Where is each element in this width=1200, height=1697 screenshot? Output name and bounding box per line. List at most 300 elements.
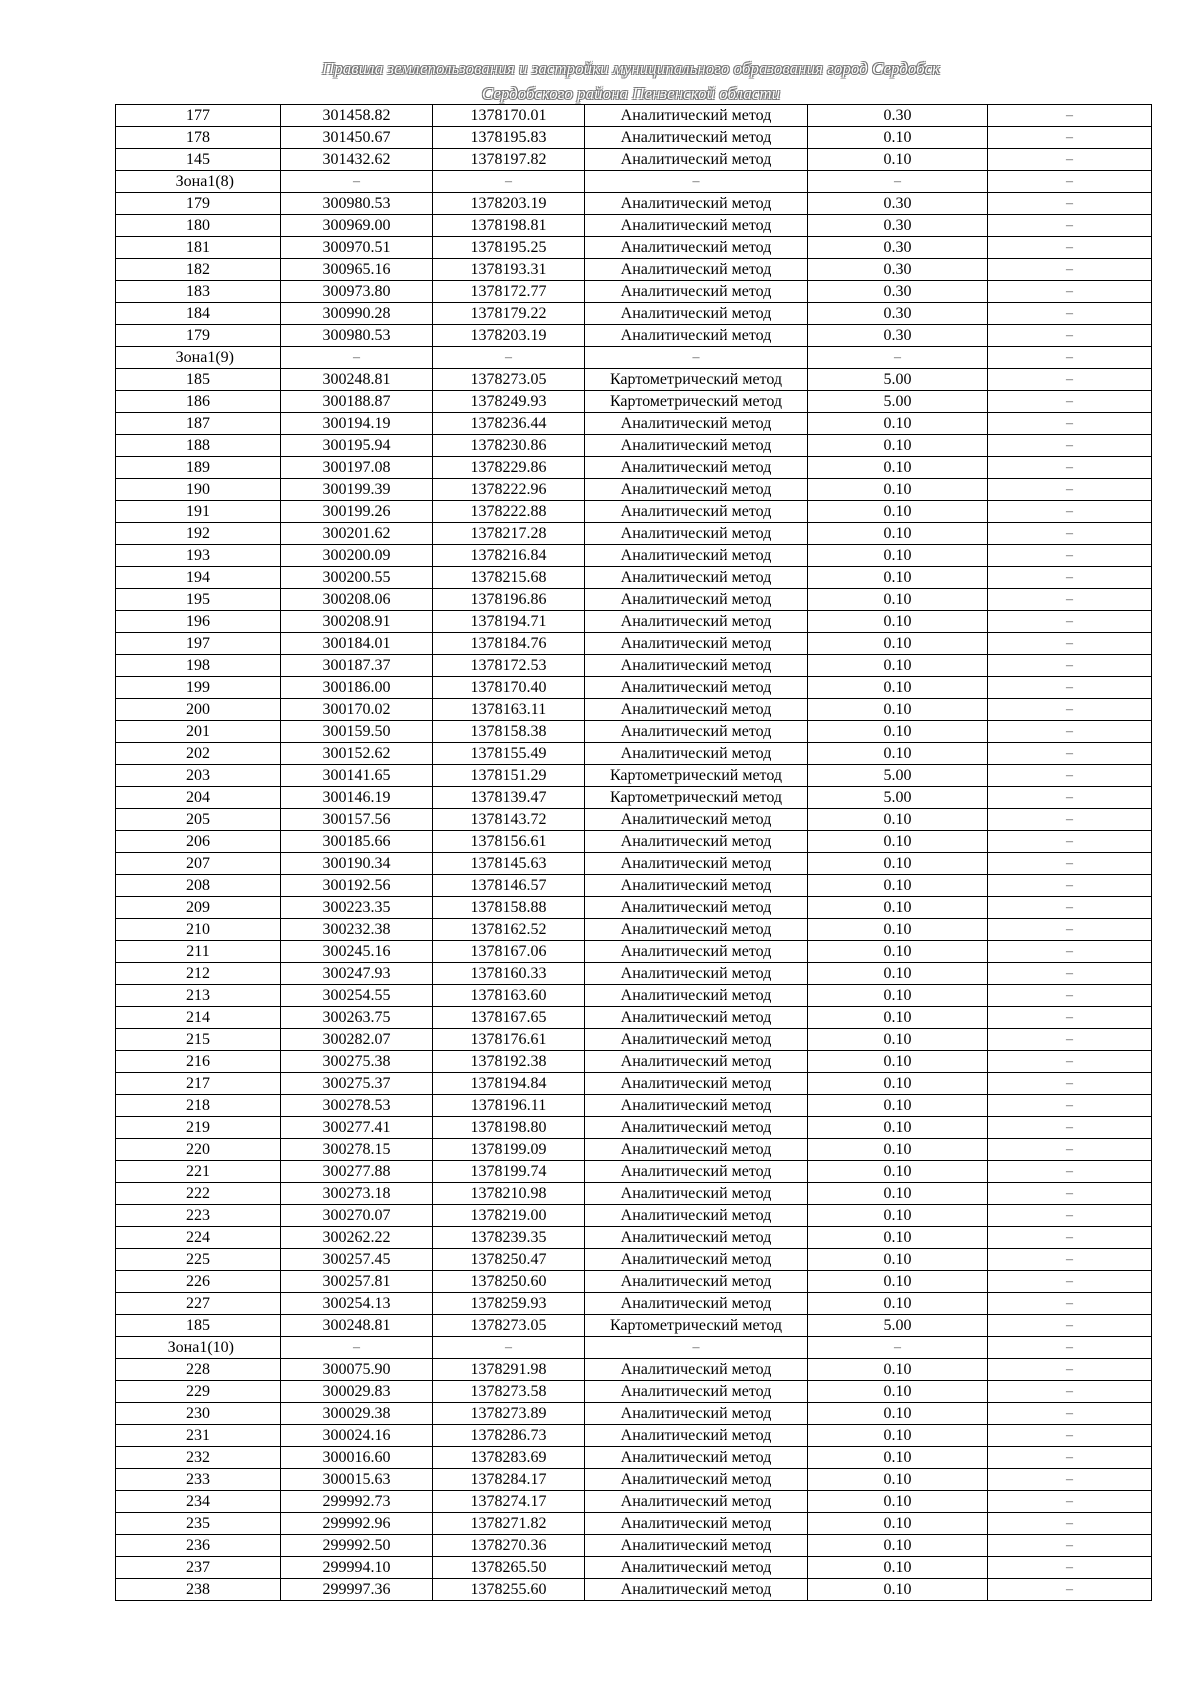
- description-cell: –: [988, 501, 1152, 523]
- table-row: [116, 479, 1152, 501]
- method-cell: Аналитический метод: [585, 919, 808, 941]
- x-coordinate-cell: 300208.91: [281, 611, 433, 633]
- point-number-cell: 234: [116, 1491, 281, 1513]
- y-coordinate-cell: 1378199.74: [433, 1161, 585, 1183]
- table-row: [116, 1579, 1152, 1601]
- accuracy-cell: 5.00: [808, 765, 988, 787]
- x-coordinate-cell: 300184.01: [281, 633, 433, 655]
- x-coordinate-cell: 300194.19: [281, 413, 433, 435]
- method-cell: Аналитический метод: [585, 1447, 808, 1469]
- accuracy-cell: 0.10: [808, 1139, 988, 1161]
- y-coordinate-cell: 1378284.17: [433, 1469, 585, 1491]
- accuracy-cell: 5.00: [808, 1315, 988, 1337]
- x-coordinate-cell: 300029.38: [281, 1403, 433, 1425]
- accuracy-cell: 0.10: [808, 809, 988, 831]
- zone-header-row: [116, 1337, 1152, 1359]
- header-line-2: Сердобского района Пензенской области: [481, 84, 781, 103]
- method-cell: Аналитический метод: [585, 1095, 808, 1117]
- accuracy-cell: 0.10: [808, 457, 988, 479]
- table-row: [116, 853, 1152, 875]
- point-number-cell: 217: [116, 1073, 281, 1095]
- y-coordinate-cell: 1378273.05: [433, 1315, 585, 1337]
- y-coordinate-cell: 1378158.88: [433, 897, 585, 919]
- point-number-cell: 180: [116, 215, 281, 237]
- y-coordinate-cell: 1378196.86: [433, 589, 585, 611]
- x-coordinate-cell: 300157.56: [281, 809, 433, 831]
- x-coordinate-cell: 300185.66: [281, 831, 433, 853]
- description-cell: –: [988, 1513, 1152, 1535]
- method-cell: Аналитический метод: [585, 1029, 808, 1051]
- accuracy-cell: 0.10: [808, 897, 988, 919]
- method-cell: Картометрический метод: [585, 787, 808, 809]
- y-coordinate-cell: 1378179.22: [433, 303, 585, 325]
- y-coordinate-cell: 1378210.98: [433, 1183, 585, 1205]
- accuracy-cell: 0.10: [808, 677, 988, 699]
- method-cell: Аналитический метод: [585, 237, 808, 259]
- method-cell: Аналитический метод: [585, 1359, 808, 1381]
- description-cell: –: [988, 831, 1152, 853]
- accuracy-cell: 0.10: [808, 1425, 988, 1447]
- accuracy-cell: 0.10: [808, 1381, 988, 1403]
- accuracy-cell: 0.10: [808, 1227, 988, 1249]
- table-row: [116, 1447, 1152, 1469]
- x-coordinate-cell: 300278.15: [281, 1139, 433, 1161]
- description-cell: –: [988, 105, 1152, 127]
- y-coordinate-cell: 1378139.47: [433, 787, 585, 809]
- table-row: [116, 1117, 1152, 1139]
- description-cell: –: [988, 545, 1152, 567]
- description-cell: –: [988, 1381, 1152, 1403]
- table-row: [116, 677, 1152, 699]
- accuracy-cell: 0.10: [808, 919, 988, 941]
- point-number-cell: 219: [116, 1117, 281, 1139]
- description-cell: –: [988, 1469, 1152, 1491]
- x-coordinate-cell: 300223.35: [281, 897, 433, 919]
- method-cell: Аналитический метод: [585, 1381, 808, 1403]
- description-cell: –: [988, 1161, 1152, 1183]
- method-cell: Аналитический метод: [585, 545, 808, 567]
- point-number-cell: 195: [116, 589, 281, 611]
- coordinates-table-body: [116, 105, 1152, 1601]
- table-row: [116, 193, 1152, 215]
- x-coordinate-cell: 300257.45: [281, 1249, 433, 1271]
- y-coordinate-cell: 1378193.31: [433, 259, 585, 281]
- description-cell: –: [988, 1073, 1152, 1095]
- table-row: [116, 1095, 1152, 1117]
- accuracy-cell: 0.10: [808, 853, 988, 875]
- point-number-cell: 191: [116, 501, 281, 523]
- description-cell: –: [988, 765, 1152, 787]
- table-row: [116, 963, 1152, 985]
- table-row: [116, 1293, 1152, 1315]
- accuracy-cell: 0.30: [808, 325, 988, 347]
- x-coordinate-cell: 299992.96: [281, 1513, 433, 1535]
- point-number-cell: 236: [116, 1535, 281, 1557]
- x-coordinate-cell: 300282.07: [281, 1029, 433, 1051]
- method-cell: Аналитический метод: [585, 897, 808, 919]
- table-row: [116, 149, 1152, 171]
- method-cell: Аналитический метод: [585, 809, 808, 831]
- method-cell: Аналитический метод: [585, 1117, 808, 1139]
- table-row: [116, 1161, 1152, 1183]
- accuracy-cell: 0.10: [808, 1249, 988, 1271]
- description-cell: –: [988, 1271, 1152, 1293]
- accuracy-cell: 0.10: [808, 985, 988, 1007]
- point-number-cell: 238: [116, 1579, 281, 1601]
- x-coordinate-cell: 300970.51: [281, 237, 433, 259]
- point-number-cell: 222: [116, 1183, 281, 1205]
- y-coordinate-cell: 1378198.80: [433, 1117, 585, 1139]
- point-number-cell: 179: [116, 193, 281, 215]
- description-cell: –: [988, 1557, 1152, 1579]
- method-cell: Аналитический метод: [585, 1051, 808, 1073]
- accuracy-cell: –: [808, 347, 988, 369]
- point-number-cell: 204: [116, 787, 281, 809]
- y-coordinate-cell: 1378283.69: [433, 1447, 585, 1469]
- table-row: [116, 1227, 1152, 1249]
- point-number-cell: 207: [116, 853, 281, 875]
- accuracy-cell: –: [808, 1337, 988, 1359]
- point-number-cell: 209: [116, 897, 281, 919]
- table-row: [116, 501, 1152, 523]
- accuracy-cell: 0.10: [808, 413, 988, 435]
- method-cell: Аналитический метод: [585, 721, 808, 743]
- description-cell: –: [988, 1227, 1152, 1249]
- x-coordinate-cell: 300245.16: [281, 941, 433, 963]
- point-number-cell: 185: [116, 369, 281, 391]
- point-number-cell: 186: [116, 391, 281, 413]
- accuracy-cell: 0.10: [808, 655, 988, 677]
- y-coordinate-cell: 1378196.11: [433, 1095, 585, 1117]
- x-coordinate-cell: 300248.81: [281, 369, 433, 391]
- table-row: [116, 1073, 1152, 1095]
- point-number-cell: 189: [116, 457, 281, 479]
- y-coordinate-cell: 1378170.01: [433, 105, 585, 127]
- method-cell: Аналитический метод: [585, 589, 808, 611]
- method-cell: Аналитический метод: [585, 1073, 808, 1095]
- x-coordinate-cell: 300190.34: [281, 853, 433, 875]
- description-cell: –: [988, 1293, 1152, 1315]
- method-cell: Аналитический метод: [585, 1007, 808, 1029]
- x-coordinate-cell: 299997.36: [281, 1579, 433, 1601]
- y-coordinate-cell: 1378170.40: [433, 677, 585, 699]
- y-coordinate-cell: 1378273.89: [433, 1403, 585, 1425]
- y-coordinate-cell: 1378255.60: [433, 1579, 585, 1601]
- y-coordinate-cell: 1378146.57: [433, 875, 585, 897]
- description-cell: –: [988, 1535, 1152, 1557]
- description-cell: –: [988, 1315, 1152, 1337]
- y-coordinate-cell: 1378259.93: [433, 1293, 585, 1315]
- description-cell: –: [988, 875, 1152, 897]
- accuracy-cell: 0.10: [808, 1117, 988, 1139]
- y-coordinate-cell: 1378145.63: [433, 853, 585, 875]
- table-row: [116, 127, 1152, 149]
- y-coordinate-cell: 1378156.61: [433, 831, 585, 853]
- y-coordinate-cell: 1378155.49: [433, 743, 585, 765]
- point-number-cell: 145: [116, 149, 281, 171]
- x-coordinate-cell: –: [281, 347, 433, 369]
- table-row: [116, 1491, 1152, 1513]
- description-cell: –: [988, 1337, 1152, 1359]
- point-number-cell: 203: [116, 765, 281, 787]
- table-row: [116, 985, 1152, 1007]
- x-coordinate-cell: 300247.93: [281, 963, 433, 985]
- description-cell: –: [988, 127, 1152, 149]
- accuracy-cell: 0.10: [808, 1271, 988, 1293]
- table-row: [116, 435, 1152, 457]
- accuracy-cell: 0.10: [808, 633, 988, 655]
- table-row: [116, 105, 1152, 127]
- description-cell: –: [988, 457, 1152, 479]
- method-cell: Аналитический метод: [585, 985, 808, 1007]
- point-number-cell: 227: [116, 1293, 281, 1315]
- y-coordinate-cell: 1378163.11: [433, 699, 585, 721]
- accuracy-cell: 0.10: [808, 589, 988, 611]
- table-row: [116, 941, 1152, 963]
- description-cell: –: [988, 369, 1152, 391]
- y-coordinate-cell: 1378197.82: [433, 149, 585, 171]
- table-row: [116, 1007, 1152, 1029]
- method-cell: Аналитический метод: [585, 479, 808, 501]
- y-coordinate-cell: 1378236.44: [433, 413, 585, 435]
- table-row: [116, 875, 1152, 897]
- x-coordinate-cell: 300277.41: [281, 1117, 433, 1139]
- header-line-1: Правила землепользования и застройки муниципального образования город Сердобск: [321, 59, 940, 78]
- accuracy-cell: 0.10: [808, 501, 988, 523]
- description-cell: –: [988, 721, 1152, 743]
- y-coordinate-cell: 1378250.47: [433, 1249, 585, 1271]
- x-coordinate-cell: 299992.73: [281, 1491, 433, 1513]
- x-coordinate-cell: 299992.50: [281, 1535, 433, 1557]
- x-coordinate-cell: 300186.00: [281, 677, 433, 699]
- description-cell: –: [988, 325, 1152, 347]
- description-cell: –: [988, 215, 1152, 237]
- table-row: [116, 743, 1152, 765]
- point-number-cell: 192: [116, 523, 281, 545]
- x-coordinate-cell: 300188.87: [281, 391, 433, 413]
- table-row: [116, 259, 1152, 281]
- x-coordinate-cell: 300199.26: [281, 501, 433, 523]
- description-cell: –: [988, 1249, 1152, 1271]
- table-row: [116, 897, 1152, 919]
- y-coordinate-cell: 1378222.96: [433, 479, 585, 501]
- y-coordinate-cell: 1378199.09: [433, 1139, 585, 1161]
- method-cell: Аналитический метод: [585, 127, 808, 149]
- point-number-cell: 232: [116, 1447, 281, 1469]
- accuracy-cell: 0.30: [808, 259, 988, 281]
- point-number-cell: 213: [116, 985, 281, 1007]
- table-row: [116, 303, 1152, 325]
- point-number-cell: 205: [116, 809, 281, 831]
- point-number-cell: Зона1(10): [116, 1337, 281, 1359]
- x-coordinate-cell: 300199.39: [281, 479, 433, 501]
- point-number-cell: Зона1(8): [116, 171, 281, 193]
- point-number-cell: 210: [116, 919, 281, 941]
- method-cell: Аналитический метод: [585, 1227, 808, 1249]
- y-coordinate-cell: 1378195.25: [433, 237, 585, 259]
- x-coordinate-cell: 300990.28: [281, 303, 433, 325]
- method-cell: Аналитический метод: [585, 149, 808, 171]
- accuracy-cell: 0.10: [808, 963, 988, 985]
- method-cell: Картометрический метод: [585, 765, 808, 787]
- point-number-cell: 206: [116, 831, 281, 853]
- description-cell: –: [988, 853, 1152, 875]
- description-cell: –: [988, 1029, 1152, 1051]
- point-number-cell: 187: [116, 413, 281, 435]
- description-cell: –: [988, 1051, 1152, 1073]
- accuracy-cell: 0.10: [808, 1293, 988, 1315]
- point-number-cell: 183: [116, 281, 281, 303]
- method-cell: Аналитический метод: [585, 435, 808, 457]
- accuracy-cell: 0.10: [808, 1007, 988, 1029]
- x-coordinate-cell: 300254.55: [281, 985, 433, 1007]
- y-coordinate-cell: 1378219.00: [433, 1205, 585, 1227]
- y-coordinate-cell: 1378222.88: [433, 501, 585, 523]
- point-number-cell: 214: [116, 1007, 281, 1029]
- table-row: [116, 1183, 1152, 1205]
- point-number-cell: 199: [116, 677, 281, 699]
- method-cell: –: [585, 1337, 808, 1359]
- accuracy-cell: 0.30: [808, 237, 988, 259]
- method-cell: Аналитический метод: [585, 105, 808, 127]
- point-number-cell: 226: [116, 1271, 281, 1293]
- x-coordinate-cell: 300980.53: [281, 193, 433, 215]
- y-coordinate-cell: 1378203.19: [433, 325, 585, 347]
- accuracy-cell: 0.10: [808, 831, 988, 853]
- x-coordinate-cell: 300275.38: [281, 1051, 433, 1073]
- accuracy-cell: 0.10: [808, 1557, 988, 1579]
- point-number-cell: 237: [116, 1557, 281, 1579]
- method-cell: Аналитический метод: [585, 875, 808, 897]
- coordinates-table: [115, 104, 1152, 1601]
- description-cell: –: [988, 633, 1152, 655]
- table-row: [116, 457, 1152, 479]
- table-row: [116, 787, 1152, 809]
- point-number-cell: 194: [116, 567, 281, 589]
- x-coordinate-cell: 301458.82: [281, 105, 433, 127]
- point-number-cell: 179: [116, 325, 281, 347]
- y-coordinate-cell: –: [433, 1337, 585, 1359]
- x-coordinate-cell: 300152.62: [281, 743, 433, 765]
- x-coordinate-cell: 300270.07: [281, 1205, 433, 1227]
- accuracy-cell: 0.10: [808, 1579, 988, 1601]
- y-coordinate-cell: 1378291.98: [433, 1359, 585, 1381]
- accuracy-cell: 0.10: [808, 1073, 988, 1095]
- table-row: [116, 721, 1152, 743]
- method-cell: Аналитический метод: [585, 831, 808, 853]
- method-cell: Аналитический метод: [585, 567, 808, 589]
- table-row: [116, 1425, 1152, 1447]
- accuracy-cell: 5.00: [808, 391, 988, 413]
- description-cell: –: [988, 347, 1152, 369]
- table-row: [116, 281, 1152, 303]
- method-cell: Аналитический метод: [585, 1183, 808, 1205]
- description-cell: –: [988, 1491, 1152, 1513]
- table-row: [116, 589, 1152, 611]
- zone-header-row: [116, 347, 1152, 369]
- x-coordinate-cell: 300159.50: [281, 721, 433, 743]
- y-coordinate-cell: 1378167.06: [433, 941, 585, 963]
- y-coordinate-cell: 1378230.86: [433, 435, 585, 457]
- accuracy-cell: 0.30: [808, 303, 988, 325]
- accuracy-cell: 0.10: [808, 721, 988, 743]
- y-coordinate-cell: 1378265.50: [433, 1557, 585, 1579]
- y-coordinate-cell: –: [433, 347, 585, 369]
- x-coordinate-cell: 300278.53: [281, 1095, 433, 1117]
- x-coordinate-cell: 300201.62: [281, 523, 433, 545]
- description-cell: –: [988, 567, 1152, 589]
- description-cell: –: [988, 1205, 1152, 1227]
- method-cell: Аналитический метод: [585, 193, 808, 215]
- accuracy-cell: 0.30: [808, 281, 988, 303]
- description-cell: –: [988, 1095, 1152, 1117]
- y-coordinate-cell: 1378194.84: [433, 1073, 585, 1095]
- x-coordinate-cell: 300197.08: [281, 457, 433, 479]
- accuracy-cell: 0.30: [808, 193, 988, 215]
- method-cell: Аналитический метод: [585, 457, 808, 479]
- y-coordinate-cell: 1378250.60: [433, 1271, 585, 1293]
- description-cell: –: [988, 699, 1152, 721]
- accuracy-cell: 0.10: [808, 875, 988, 897]
- table-row: [116, 1513, 1152, 1535]
- method-cell: –: [585, 347, 808, 369]
- method-cell: Аналитический метод: [585, 1425, 808, 1447]
- method-cell: Аналитический метод: [585, 1535, 808, 1557]
- table-row: [116, 1029, 1152, 1051]
- description-cell: –: [988, 611, 1152, 633]
- description-cell: –: [988, 655, 1152, 677]
- x-coordinate-cell: 301450.67: [281, 127, 433, 149]
- x-coordinate-cell: 300275.37: [281, 1073, 433, 1095]
- description-cell: –: [988, 281, 1152, 303]
- x-coordinate-cell: 300200.09: [281, 545, 433, 567]
- y-coordinate-cell: 1378286.73: [433, 1425, 585, 1447]
- description-cell: –: [988, 941, 1152, 963]
- method-cell: Аналитический метод: [585, 853, 808, 875]
- table-row: [116, 369, 1152, 391]
- point-number-cell: 221: [116, 1161, 281, 1183]
- y-coordinate-cell: 1378192.38: [433, 1051, 585, 1073]
- point-number-cell: Зона1(9): [116, 347, 281, 369]
- y-coordinate-cell: 1378229.86: [433, 457, 585, 479]
- table-row: [116, 215, 1152, 237]
- table-row: [116, 919, 1152, 941]
- description-cell: –: [988, 787, 1152, 809]
- y-coordinate-cell: 1378273.58: [433, 1381, 585, 1403]
- method-cell: Аналитический метод: [585, 1579, 808, 1601]
- point-number-cell: 185: [116, 1315, 281, 1337]
- description-cell: –: [988, 589, 1152, 611]
- x-coordinate-cell: 300232.38: [281, 919, 433, 941]
- method-cell: Аналитический метод: [585, 259, 808, 281]
- table-row: [116, 567, 1152, 589]
- accuracy-cell: 0.10: [808, 611, 988, 633]
- x-coordinate-cell: 300192.56: [281, 875, 433, 897]
- x-coordinate-cell: 300200.55: [281, 567, 433, 589]
- table-row: [116, 545, 1152, 567]
- table-row: [116, 1403, 1152, 1425]
- table-row: [116, 523, 1152, 545]
- table-row: [116, 237, 1152, 259]
- x-coordinate-cell: 300257.81: [281, 1271, 433, 1293]
- x-coordinate-cell: 300969.00: [281, 215, 433, 237]
- x-coordinate-cell: 300024.16: [281, 1425, 433, 1447]
- x-coordinate-cell: 300973.80: [281, 281, 433, 303]
- point-number-cell: 202: [116, 743, 281, 765]
- point-number-cell: 225: [116, 1249, 281, 1271]
- y-coordinate-cell: 1378195.83: [433, 127, 585, 149]
- y-coordinate-cell: 1378274.17: [433, 1491, 585, 1513]
